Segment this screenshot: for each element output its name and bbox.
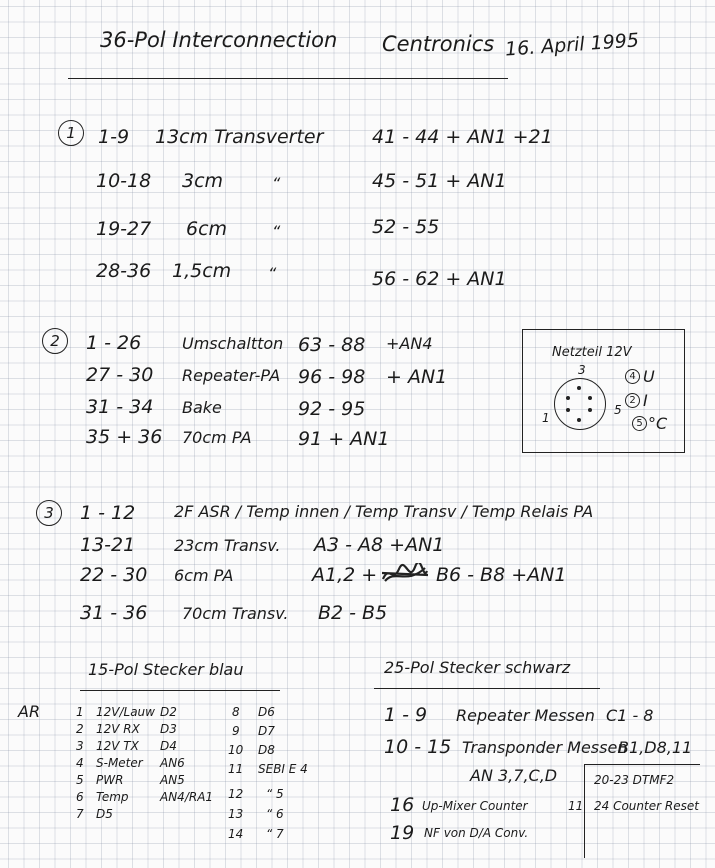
section2-row-desc: 70cm PA <box>182 428 252 447</box>
plug15-right-num: 9 <box>232 724 240 738</box>
section2-row-desc: Umschaltton <box>182 334 284 353</box>
plug15-right-num: 13 <box>228 807 244 821</box>
plug15-right-num: 10 <box>228 743 244 757</box>
section2-row-target: 96 - 98 <box>298 366 366 388</box>
connector-legend-label: °C <box>648 414 668 433</box>
connector-pin <box>588 396 592 400</box>
plug15-right-num: 8 <box>232 705 240 719</box>
section3-row-desc: 6cm PA <box>174 566 234 585</box>
plug15-right-label: D7 <box>258 724 275 738</box>
plug15-underline <box>80 690 280 691</box>
section1-row-target: 56 - 62 + AN1 <box>372 268 507 290</box>
plug15-right-label: D8 <box>258 743 275 757</box>
section1-row-desc: 13cm Transverter <box>155 126 324 148</box>
plug15-right-label: SEBI E 4 <box>258 762 308 776</box>
section-3-marker: 3 <box>36 500 62 526</box>
plug25-row-target: C1 - 8 <box>606 706 654 725</box>
plug15-left-label: 12V RX <box>96 722 140 736</box>
plug15-left-code: D2 <box>160 705 177 719</box>
plug15-right-label: “ 7 <box>266 827 284 841</box>
section3-row-target: A3 - A8 +AN1 <box>314 534 445 556</box>
connector-pin <box>566 408 570 412</box>
plug25-underline <box>374 688 600 689</box>
section3-row-pins: 22 - 30 <box>80 564 148 586</box>
header-date: 16. April 1995 <box>504 29 640 61</box>
crossed-out-scribble <box>379 563 431 585</box>
plug15-left-num: 1 <box>76 705 84 719</box>
section-2-marker: 2 <box>42 328 68 354</box>
connector-title: Netzteil 12V <box>552 345 632 360</box>
plug15-left-label: D5 <box>96 807 113 821</box>
plug25-row-desc: Repeater Messen <box>456 706 595 725</box>
plug15-right-label: “ 5 <box>266 787 284 801</box>
page-title: 36-Pol Interconnection <box>100 28 338 52</box>
plug15-left-num: 7 <box>76 807 84 821</box>
section1-row-pins: 10-18 <box>96 170 152 192</box>
section1-row-desc: 3cm <box>182 170 224 192</box>
plug15-left-code: D4 <box>160 739 177 753</box>
plug25-box-row: 20-23 DTMF2 <box>594 773 675 787</box>
section2-row-pins: 1 - 26 <box>86 332 142 354</box>
section-1-marker: 1 <box>58 120 84 146</box>
section3-row-target: A1,2 + <box>312 564 378 586</box>
connector-pin <box>577 386 581 390</box>
plug15-right-num: 14 <box>228 827 244 841</box>
plug15-left-code: AN4/RA1 <box>160 790 214 804</box>
plug15-title: 15-Pol Stecker blau <box>88 660 244 679</box>
connector-legend-num: 5 <box>632 416 647 431</box>
plug15-left-num: 6 <box>76 790 84 804</box>
section1-row-target: 41 - 44 + AN1 +21 <box>372 126 553 148</box>
section2-row-target: 92 - 95 <box>298 398 366 420</box>
plug15-right-label: “ 6 <box>266 807 284 821</box>
connector-legend-num: 2 <box>625 393 640 408</box>
connector-pin-right-label: 5 <box>614 403 622 417</box>
section2-row-pins: 27 - 30 <box>86 364 154 386</box>
section3-row-desc: 70cm Transv. <box>182 604 289 623</box>
connector-pin <box>588 408 592 412</box>
plug25-row-target: B1,D8,11 <box>618 738 693 757</box>
plug25-box-divider <box>584 764 585 858</box>
connector-pin <box>566 396 570 400</box>
plug15-left-label: 12V/Lauw <box>96 705 155 719</box>
connector-legend-label: I <box>643 391 648 410</box>
connector-pin-top-label: 3 <box>578 363 586 377</box>
plug15-left-code: AN5 <box>160 773 185 787</box>
section2-row-desc: Bake <box>182 398 222 417</box>
header-underline <box>68 78 508 79</box>
section3-row-desc: 23cm Transv. <box>174 536 281 555</box>
plug15-right-num: 12 <box>228 787 244 801</box>
plug25-box-top <box>584 764 700 765</box>
section3-row-pins: 1 - 12 <box>80 502 136 524</box>
plug15-left-num: 3 <box>76 739 84 753</box>
connector-pin-left-label: 1 <box>542 411 550 425</box>
section2-row-pins: 35 + 36 <box>86 426 163 448</box>
connector-legend-num: 4 <box>625 369 640 384</box>
section1-row-desc: 1,5cm <box>172 260 232 282</box>
plug25-row-desc: Up-Mixer Counter <box>422 799 528 813</box>
section1-row-pins: 1-9 <box>98 126 130 148</box>
section3-row-pins: 31 - 36 <box>80 602 148 624</box>
plug25-title: 25-Pol Stecker schwarz <box>384 658 571 677</box>
section1-row-pins: 28-36 <box>96 260 152 282</box>
connector-pin <box>577 418 581 422</box>
ditto-mark: “ <box>272 174 281 193</box>
section2-row-desc: Repeater-PA <box>182 366 281 385</box>
plug15-left-label: Temp <box>96 790 129 804</box>
plug15-left-code: AN6 <box>160 756 185 770</box>
plug25-row-desc: Transponder Messen <box>462 738 628 757</box>
section3-row-target-extra: B6 - B8 +AN1 <box>436 564 567 586</box>
section2-row-target: 91 + AN1 <box>298 428 390 450</box>
plug15-right-label: D6 <box>258 705 275 719</box>
plug15-left-num: 5 <box>76 773 84 787</box>
plug15-side-label: AR <box>18 702 41 721</box>
plug25-box-row: 24 Counter Reset <box>594 799 699 813</box>
plug15-left-num: 2 <box>76 722 84 736</box>
section1-row-pins: 19-27 <box>96 218 152 240</box>
section3-row-target: B2 - B5 <box>318 602 388 624</box>
plug15-left-label: S-Meter <box>96 756 143 770</box>
section1-row-target: 52 - 55 <box>372 216 440 238</box>
plug15-left-label: PWR <box>96 773 124 787</box>
plug25-row-desc: NF von D/A Conv. <box>424 826 529 840</box>
plug25-row-pins: 1 - 9 <box>384 704 428 726</box>
plug25-row-pins: 16 <box>390 794 415 816</box>
plug25-row-target: 11 <box>568 799 584 813</box>
section1-row-target: 45 - 51 + AN1 <box>372 170 507 192</box>
section2-row-target: 63 - 88 <box>298 334 366 356</box>
section2-row-extra: +AN4 <box>386 334 433 353</box>
ditto-mark: “ <box>272 222 281 241</box>
section2-row-extra: + AN1 <box>386 366 448 388</box>
ditto-mark: “ <box>268 264 277 283</box>
plug15-left-code: D3 <box>160 722 177 736</box>
connector-legend-label: U <box>643 367 655 386</box>
plug25-row-pins: 19 <box>390 822 415 844</box>
section3-row-desc: 2F ASR / Temp innen / Temp Transv / Temp Relais PA <box>174 502 594 521</box>
plug25-row-desc: AN 3,7,C,D <box>470 766 558 785</box>
plug15-left-label: 12V TX <box>96 739 139 753</box>
header-name: Centronics <box>382 32 495 56</box>
section3-row-pins: 13-21 <box>80 534 136 556</box>
plug15-left-num: 4 <box>76 756 84 770</box>
plug15-right-num: 11 <box>228 762 244 776</box>
section1-row-desc: 6cm <box>186 218 228 240</box>
plug25-row-pins: 10 - 15 <box>384 736 452 758</box>
section2-row-pins: 31 - 34 <box>86 396 154 418</box>
